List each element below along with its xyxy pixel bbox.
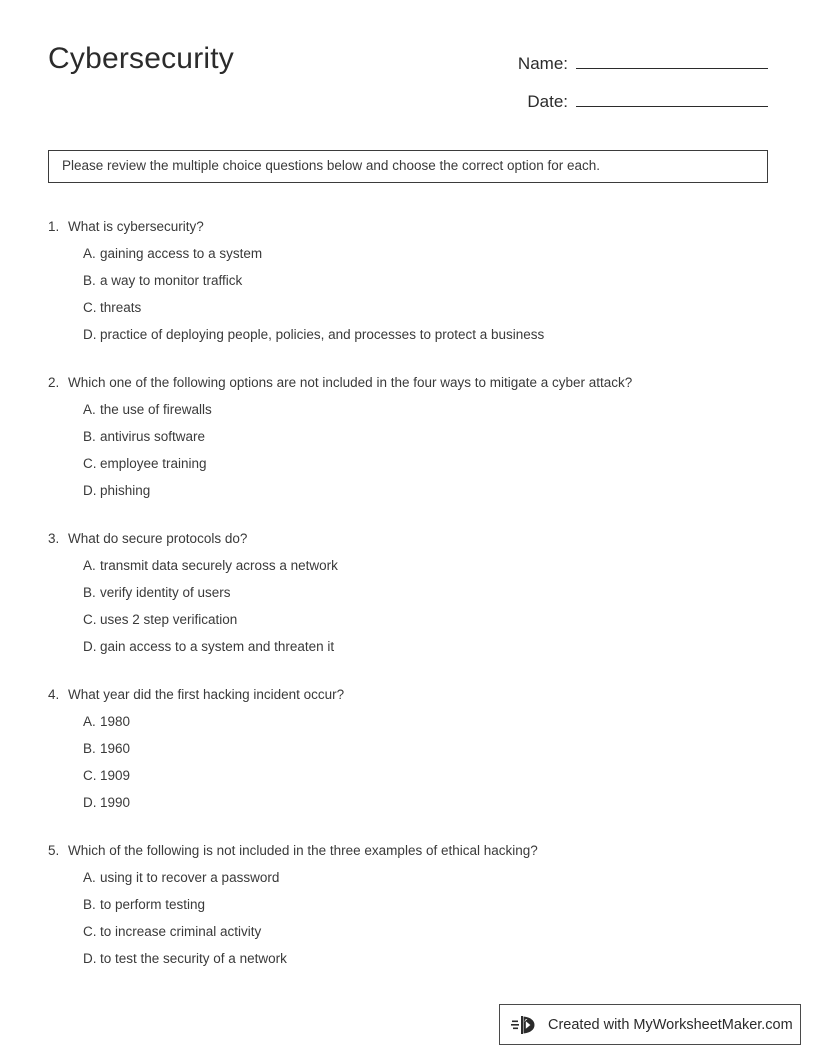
option-text: verify identity of users	[100, 585, 231, 600]
questions-list	[48, 213, 778, 993]
question-block	[48, 525, 778, 660]
question-number: 3.	[48, 531, 60, 546]
answer-option[interactable]	[48, 267, 778, 294]
badge-label: Created with MyWorksheetMaker.com	[548, 1016, 793, 1033]
option-letter: D.	[83, 483, 97, 498]
page-title: Cybersecurity	[48, 42, 234, 75]
name-input-line[interactable]	[576, 48, 768, 69]
option-letter: D.	[83, 327, 97, 342]
answer-option[interactable]	[48, 606, 778, 633]
option-text: antivirus software	[100, 429, 206, 444]
answer-option[interactable]	[48, 294, 778, 321]
question-number: 4.	[48, 687, 60, 702]
created-with-badge[interactable]	[499, 1004, 801, 1045]
question-number: 2.	[48, 375, 60, 390]
option-letter: D.	[83, 795, 97, 810]
date-row	[498, 86, 768, 124]
option-text: using it to recover a password	[100, 870, 280, 885]
option-text: to test the security of a network	[100, 951, 287, 966]
question-number: 5.	[48, 843, 60, 858]
question-block	[48, 213, 778, 348]
date-label: Date:	[527, 92, 568, 111]
answer-option[interactable]	[48, 708, 778, 735]
option-letter: A.	[83, 870, 96, 885]
option-letter: D.	[83, 951, 97, 966]
name-label: Name:	[517, 54, 568, 73]
option-letter: A.	[83, 558, 96, 573]
question-prompt	[48, 681, 778, 708]
option-letter: B.	[83, 273, 96, 288]
answer-option[interactable]	[48, 450, 778, 477]
question-prompt	[48, 837, 778, 864]
option-letter: C.	[83, 924, 97, 939]
question-block	[48, 681, 778, 816]
option-text: employee training	[100, 456, 207, 471]
answer-option[interactable]	[48, 579, 778, 606]
question-text: What year did the first hacking incident occur?	[68, 687, 345, 702]
answer-option[interactable]	[48, 945, 778, 972]
myworksheetmaker-logo-icon	[511, 1013, 541, 1037]
option-letter: B.	[83, 429, 96, 444]
option-letter: A.	[83, 714, 96, 729]
option-text: gain access to a system and threaten it	[100, 639, 335, 654]
option-text: to increase criminal activity	[100, 924, 262, 939]
instruction-text: Please review the multiple choice questions below and choose the correct option for each.	[62, 158, 601, 174]
option-text: to perform testing	[100, 897, 206, 912]
option-text: gaining access to a system	[100, 246, 263, 261]
option-letter: C.	[83, 768, 97, 783]
question-block	[48, 837, 778, 972]
answer-option[interactable]	[48, 240, 778, 267]
option-text: uses 2 step verification	[100, 612, 238, 627]
option-text: transmit data securely across a network	[100, 558, 338, 573]
question-text: Which of the following is not included in the three examples of ethical hacking?	[68, 843, 538, 858]
option-text: practice of deploying people, policies, and processes to protect a business	[100, 327, 545, 342]
option-text: phishing	[100, 483, 151, 498]
answer-option[interactable]	[48, 423, 778, 450]
option-letter: B.	[83, 585, 96, 600]
question-number: 1.	[48, 219, 60, 234]
worksheet-header	[48, 44, 768, 124]
option-letter: D.	[83, 639, 97, 654]
option-text: 1990	[100, 795, 131, 810]
option-letter: C.	[83, 456, 97, 471]
question-prompt	[48, 213, 778, 240]
instruction-box	[48, 150, 768, 183]
option-text: the use of firewalls	[100, 402, 212, 417]
answer-option[interactable]	[48, 891, 778, 918]
answer-option[interactable]	[48, 477, 778, 504]
option-text: threats	[100, 300, 142, 315]
answer-option[interactable]	[48, 762, 778, 789]
answer-option[interactable]	[48, 864, 778, 891]
option-text: 1909	[100, 768, 131, 783]
answer-option[interactable]	[48, 552, 778, 579]
option-letter: C.	[83, 612, 97, 627]
question-prompt	[48, 525, 778, 552]
option-text: 1960	[100, 741, 131, 756]
question-text: What is cybersecurity?	[68, 219, 204, 234]
answer-option[interactable]	[48, 321, 778, 348]
question-block	[48, 369, 778, 504]
option-text: 1980	[100, 714, 131, 729]
question-text: Which one of the following options are not included in the four ways to mitigate a cyber attack?	[68, 375, 633, 390]
question-text: What do secure protocols do?	[68, 531, 248, 546]
option-letter: B.	[83, 741, 96, 756]
name-row	[498, 48, 768, 86]
answer-option[interactable]	[48, 789, 778, 816]
date-input-line[interactable]	[576, 86, 768, 107]
answer-option[interactable]	[48, 396, 778, 423]
option-letter: C.	[83, 300, 97, 315]
option-letter: A.	[83, 402, 96, 417]
answer-option[interactable]	[48, 633, 778, 660]
option-letter: A.	[83, 246, 96, 261]
name-date-group	[498, 48, 768, 124]
answer-option[interactable]	[48, 918, 778, 945]
option-text: a way to monitor traffick	[100, 273, 243, 288]
option-letter: B.	[83, 897, 96, 912]
answer-option[interactable]	[48, 735, 778, 762]
question-prompt	[48, 369, 778, 396]
